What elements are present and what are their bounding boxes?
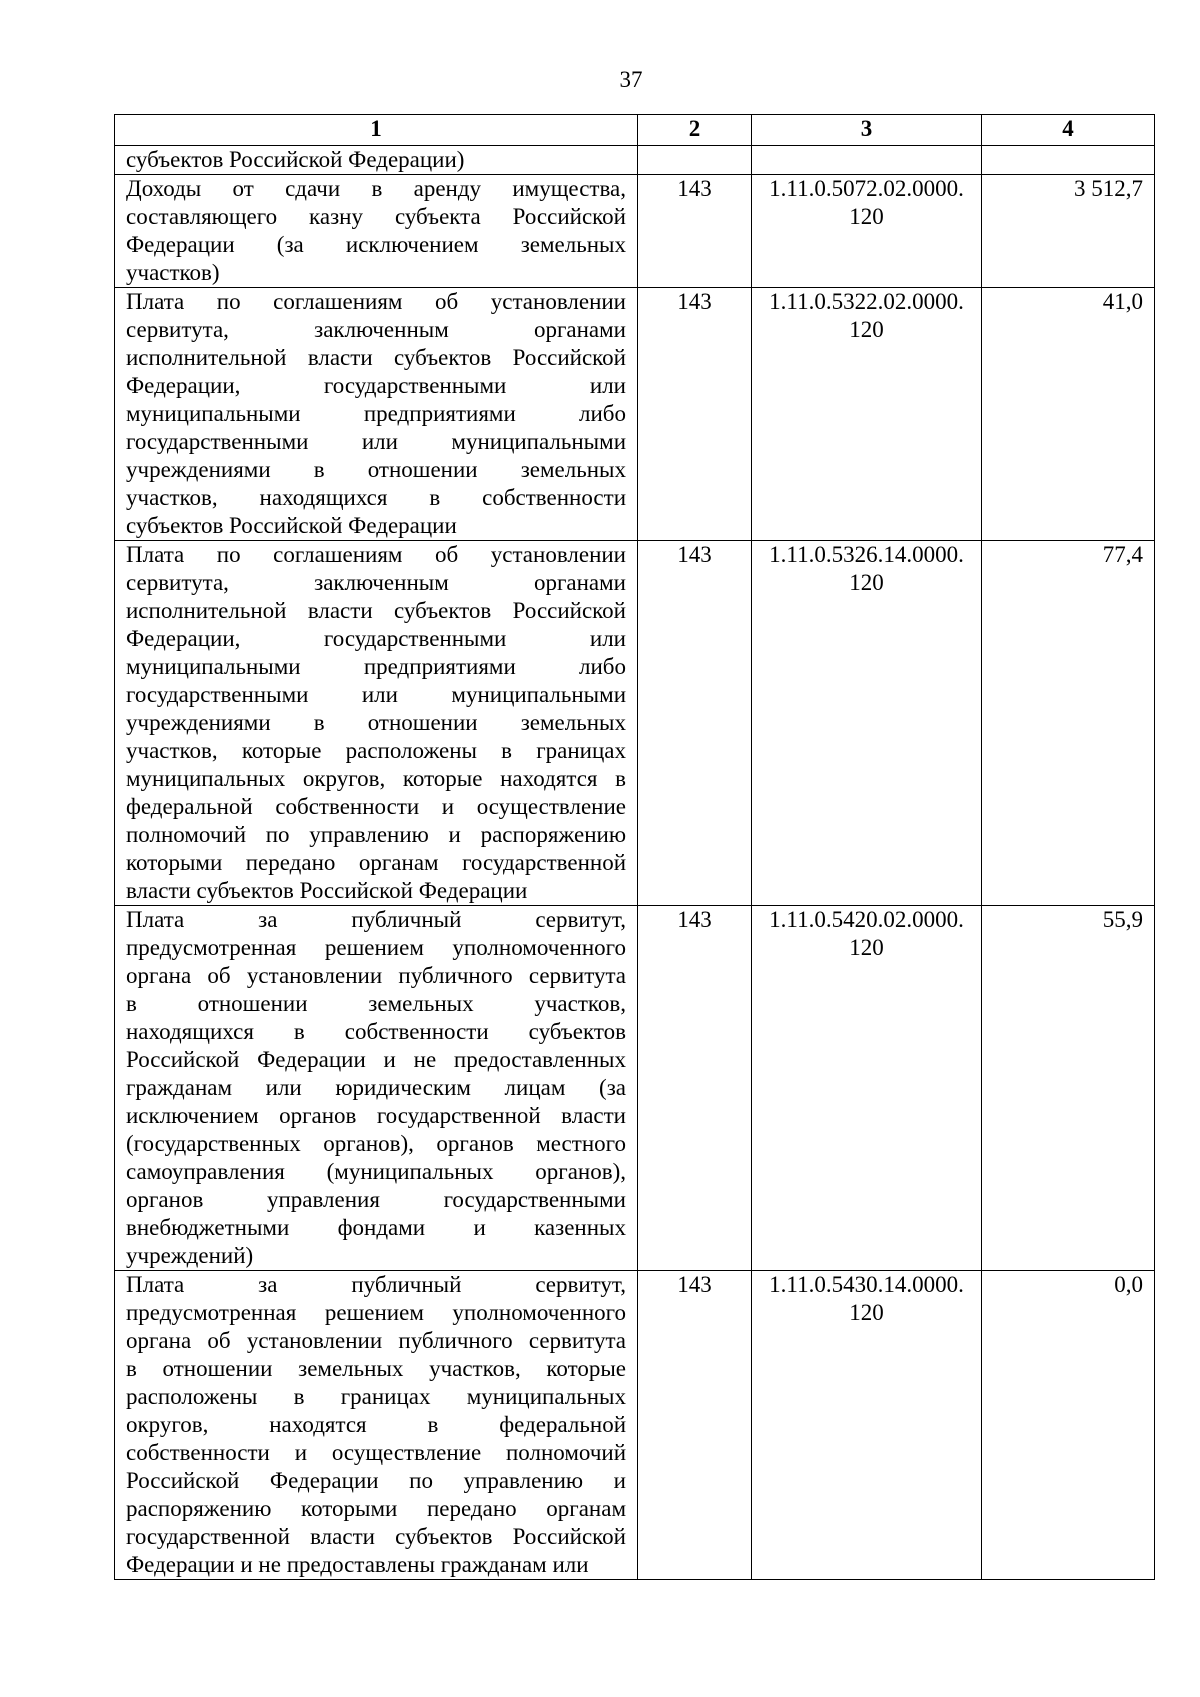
continuation-admin-cell bbox=[638, 146, 752, 175]
code-line-1: 1.11.0.5322.02.0000. bbox=[769, 289, 964, 314]
description-line: органа об установлении публичного сервитута bbox=[126, 963, 626, 988]
description-line: органов управления государственными bbox=[126, 1187, 626, 1212]
table-row bbox=[115, 288, 1155, 541]
description-line: исполнительной власти субъектов Российской bbox=[126, 345, 626, 370]
code-line-2: 120 bbox=[849, 570, 884, 595]
continuation-row bbox=[115, 146, 1155, 175]
description-line: Российской Федерации по управлению и bbox=[126, 1468, 626, 1493]
description-line: гражданам или юридическим лицам (за bbox=[126, 1075, 626, 1100]
description-line: находящихся в собственности субъектов bbox=[126, 1019, 626, 1044]
description-line: Российской Федерации и не предоставленных bbox=[126, 1047, 626, 1072]
description-line: Федерации и не предоставлены гражданам или bbox=[126, 1552, 589, 1577]
column-header-3: 3 bbox=[752, 115, 982, 146]
description-line: государственной власти субъектов Российской bbox=[126, 1524, 626, 1549]
description-line: учреждениями в отношении земельных bbox=[126, 710, 626, 735]
revenue-description bbox=[115, 906, 638, 1271]
amount-value: 55,9 bbox=[982, 906, 1155, 1271]
table-row bbox=[115, 175, 1155, 288]
code-line-1: 1.11.0.5326.14.0000. bbox=[769, 542, 964, 567]
description-line: муниципальными предприятиями либо bbox=[126, 654, 626, 679]
description-line: исключением органов государственной власти bbox=[126, 1103, 626, 1128]
description-line: исполнительной власти субъектов Российской bbox=[126, 598, 626, 623]
description-line: участков, которые расположены в границах bbox=[126, 738, 626, 763]
description-line: которыми передано органам государственной bbox=[126, 850, 626, 875]
code-line-2: 120 bbox=[849, 1300, 884, 1325]
description-line: составляющего казну субъекта Российской bbox=[126, 204, 626, 229]
code-line-1: 1.11.0.5430.14.0000. bbox=[769, 1272, 964, 1297]
continuation-amount-cell bbox=[982, 146, 1155, 175]
description-line: Плата за публичный сервитут, bbox=[126, 1272, 626, 1297]
description-line: участков) bbox=[126, 260, 220, 285]
description-line: федеральной собственности и осуществление bbox=[126, 794, 626, 819]
description-line: Федерации, государственными или bbox=[126, 626, 626, 651]
description-line: полномочий по управлению и распоряжению bbox=[126, 822, 626, 847]
description-line: Доходы от сдачи в аренду имущества, bbox=[126, 176, 626, 201]
description-line: внебюджетными фондами и казенных bbox=[126, 1215, 626, 1240]
description-line: сервитута, заключенным органами bbox=[126, 317, 626, 342]
amount-value: 41,0 bbox=[982, 288, 1155, 541]
description-line: сервитута, заключенным органами bbox=[126, 570, 626, 595]
description-line: Федерации (за исключением земельных bbox=[126, 232, 626, 257]
revenue-description bbox=[115, 288, 638, 541]
code-line-1: 1.11.0.5072.02.0000. bbox=[769, 176, 964, 201]
description-line: расположены в границах муниципальных bbox=[126, 1384, 626, 1409]
description-line: собственности и осуществление полномочий bbox=[126, 1440, 626, 1465]
administrator-code: 143 bbox=[638, 288, 752, 541]
description-line: субъектов Российской Федерации bbox=[126, 513, 457, 538]
description-line: муниципальных округов, которые находятся в bbox=[126, 766, 626, 791]
description-line: в отношении земельных участков, bbox=[126, 991, 626, 1016]
description-line: органа об установлении публичного сервитута bbox=[126, 1328, 626, 1353]
budget-classification-code bbox=[752, 906, 982, 1271]
budget-classification-code bbox=[752, 541, 982, 906]
amount-value: 3 512,7 bbox=[982, 175, 1155, 288]
budget-classification-code bbox=[752, 288, 982, 541]
description-line: учреждениями в отношении земельных bbox=[126, 457, 626, 482]
description-line: государственными или муниципальными bbox=[126, 429, 626, 454]
table-row bbox=[115, 906, 1155, 1271]
description-line: предусмотренная решением уполномоченного bbox=[126, 935, 626, 960]
column-header-2: 2 bbox=[638, 115, 752, 146]
amount-value: 0,0 bbox=[982, 1271, 1155, 1580]
description-line: Плата по соглашениям об установлении bbox=[126, 289, 626, 314]
budget-classification-code bbox=[752, 1271, 982, 1580]
description-line: округов, находятся в федеральной bbox=[126, 1412, 626, 1437]
code-line-2: 120 bbox=[849, 317, 884, 342]
description-line: в отношении земельных участков, которые bbox=[126, 1356, 626, 1381]
revenue-description bbox=[115, 541, 638, 906]
administrator-code: 143 bbox=[638, 906, 752, 1271]
description-line: Плата за публичный сервитут, bbox=[126, 907, 626, 932]
amount-value: 77,4 bbox=[982, 541, 1155, 906]
code-line-1: 1.11.0.5420.02.0000. bbox=[769, 907, 964, 932]
revenue-table bbox=[114, 114, 1155, 1580]
table-header-row bbox=[115, 115, 1155, 146]
description-line: самоуправления (муниципальных органов), bbox=[126, 1159, 626, 1184]
description-line: муниципальными предприятиями либо bbox=[126, 401, 626, 426]
code-line-2: 120 bbox=[849, 935, 884, 960]
code-line-2: 120 bbox=[849, 204, 884, 229]
revenue-description bbox=[115, 175, 638, 288]
table-row bbox=[115, 541, 1155, 906]
description-line: предусмотренная решением уполномоченного bbox=[126, 1300, 626, 1325]
description-line: Плата по соглашениям об установлении bbox=[126, 542, 626, 567]
continuation-text: субъектов Российской Федерации) bbox=[115, 146, 638, 175]
description-line: государственными или муниципальными bbox=[126, 682, 626, 707]
description-line: власти субъектов Российской Федерации bbox=[126, 878, 528, 903]
administrator-code: 143 bbox=[638, 1271, 752, 1580]
administrator-code: 143 bbox=[638, 175, 752, 288]
revenue-description bbox=[115, 1271, 638, 1580]
description-line: распоряжению которыми передано органам bbox=[126, 1496, 626, 1521]
administrator-code: 143 bbox=[638, 541, 752, 906]
budget-classification-code bbox=[752, 175, 982, 288]
continuation-code-cell bbox=[752, 146, 982, 175]
page-number: 37 bbox=[619, 67, 643, 92]
column-header-4: 4 bbox=[982, 115, 1155, 146]
description-line: (государственных органов), органов местного bbox=[126, 1131, 626, 1156]
description-line: учреждений) bbox=[126, 1243, 254, 1268]
description-line: участков, находящихся в собственности bbox=[126, 485, 626, 510]
description-line: Федерации, государственными или bbox=[126, 373, 626, 398]
column-header-1: 1 bbox=[115, 115, 638, 146]
table-row bbox=[115, 1271, 1155, 1580]
